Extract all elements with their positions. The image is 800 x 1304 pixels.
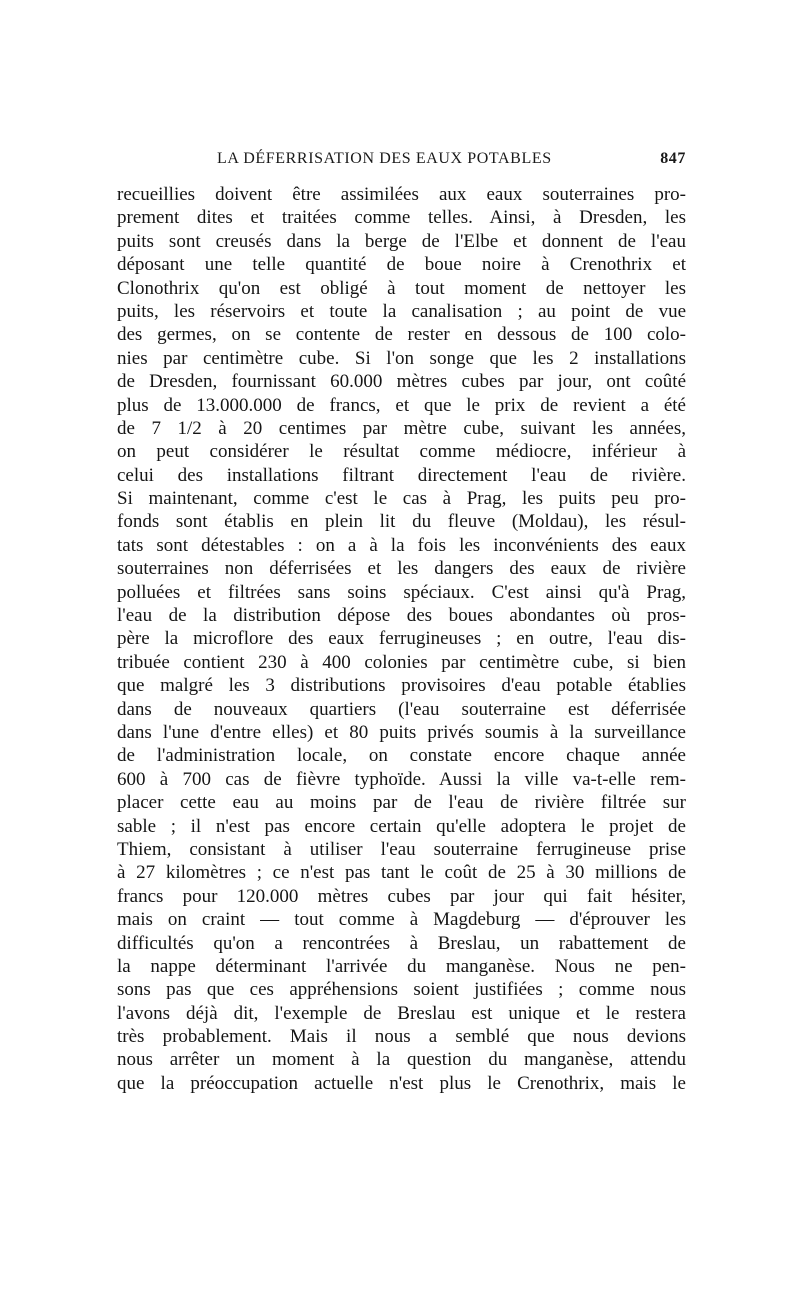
text-line: nies par centimètre cube. Si l'on songe que les 2 installations — [117, 347, 686, 369]
text-line: que malgré les 3 distributions provisoires d'eau potable établies — [117, 675, 686, 697]
text-line: des germes, on se contente de rester en dessous de 100 colo- — [117, 324, 686, 346]
text-line: l'avons déjà dit, l'exemple de Breslau est unique et le restera — [117, 1002, 686, 1024]
text-line: Si maintenant, comme c'est le cas à Prag, les puits peu pro- — [117, 488, 686, 510]
text-line: de Dresden, fournissant 60.000 mètres cubes par jour, ont coûté — [117, 371, 686, 393]
text-line: père la microflore des eaux ferrugineuses ; en outre, l'eau dis- — [117, 628, 686, 650]
text-line: plus de 13.000.000 de francs, et que le prix de revient a été — [117, 394, 686, 416]
text-line: souterraines non déferrisées et les dangers des eaux de rivière — [117, 558, 686, 580]
text-line: polluées et filtrées sans soins spéciaux. C'est ainsi qu'à Prag, — [117, 581, 686, 603]
text-line: nous arrêter un moment à la question du manganèse, attendu — [117, 1049, 686, 1071]
text-line: celui des installations filtrant directement l'eau de rivière. — [117, 464, 686, 486]
text-line: très probablement. Mais il nous a semblé que nous devions — [117, 1026, 686, 1048]
text-line: fonds sont établis en plein lit du fleuve (Moldau), les résul- — [117, 511, 686, 533]
text-line: placer cette eau au moins par de l'eau de rivière filtrée sur — [117, 792, 686, 814]
text-line: puits sont creusés dans la berge de l'Elbe et donnent de l'eau — [117, 230, 686, 252]
text-line: de l'administration locale, on constate encore chaque année — [117, 745, 686, 767]
text-line: difficultés qu'on a rencontrées à Breslau, un rabattement de — [117, 932, 686, 954]
text-line: Clonothrix qu'on est obligé à tout moment de nettoyer les — [117, 277, 686, 299]
text-line: déposant une telle quantité de boue noire à Crenothrix et — [117, 254, 686, 276]
running-title: LA DÉFERRISATION DES EAUX POTABLES — [217, 150, 552, 167]
text-line: prement dites et traitées comme telles. Ainsi, à Dresden, les — [117, 207, 686, 229]
text-line: sons pas que ces appréhensions soient justifiées ; comme nous — [117, 979, 686, 1001]
text-line: tats sont détestables : on a à la fois les inconvénients des eaux — [117, 534, 686, 556]
text-line: dans de nouveaux quartiers (l'eau souterraine est déferrisée — [117, 698, 686, 720]
text-line: dans l'une d'entre elles) et 80 puits privés soumis à la surveillance — [117, 721, 686, 743]
text-line: de 7 1/2 à 20 centimes par mètre cube, suivant les années, — [117, 417, 686, 439]
text-line: francs pour 120.000 mètres cubes par jour qui fait hésiter, — [117, 885, 686, 907]
text-line: puits, les réservoirs et toute la canalisation ; au point de vue — [117, 300, 686, 322]
text-line: que la préoccupation actuelle n'est plus le Crenothrix, mais le — [117, 1072, 686, 1094]
body-text — [117, 183, 686, 1095]
text-line: l'eau de la distribution dépose des boues abondantes où pros- — [117, 605, 686, 627]
text-line: la nappe déterminant l'arrivée du manganèse. Nous ne pen- — [117, 955, 686, 977]
text-line: mais on craint — tout comme à Magdeburg — d'éprouver les — [117, 909, 686, 931]
text-line: sable ; il n'est pas encore certain qu'elle adoptera le projet de — [117, 815, 686, 837]
text-line: à 27 kilomètres ; ce n'est pas tant le coût de 25 à 30 millions de — [117, 862, 686, 884]
text-line: Thiem, consistant à utiliser l'eau souterraine ferrugineuse prise — [117, 838, 686, 860]
page-number: 847 — [660, 150, 686, 167]
running-head — [117, 150, 686, 174]
text-line: 600 à 700 cas de fièvre typhoïde. Aussi la ville va-t-elle rem- — [117, 768, 686, 790]
text-line: on peut considérer le résultat comme médiocre, inférieur à — [117, 441, 686, 463]
text-line: recueillies doivent être assimilées aux eaux souterraines pro- — [117, 184, 686, 205]
text-line: tribuée contient 230 à 400 colonies par centimètre cube, si bien — [117, 651, 686, 673]
